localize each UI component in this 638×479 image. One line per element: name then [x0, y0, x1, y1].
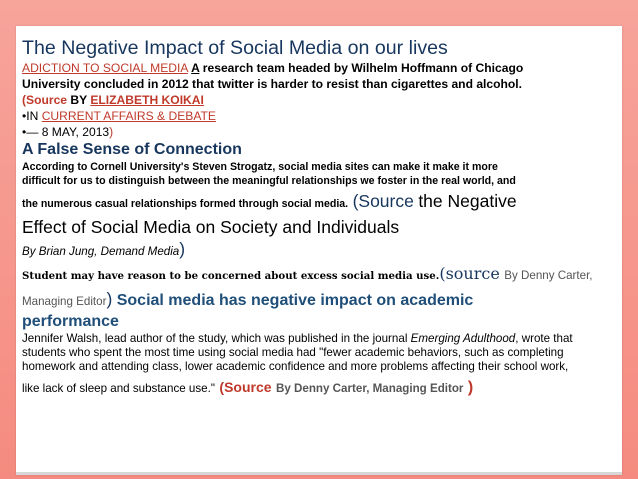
- p1-in-line: [22, 108, 617, 124]
- p1-source-author-link[interactable]: ELIZABETH KOIKAI: [90, 93, 204, 107]
- p1-source: [22, 92, 617, 108]
- s3-body4: like lack of sleep and substance use.": [22, 382, 215, 395]
- slide-title: The Negative Impact of Social Media on our lives: [22, 37, 448, 59]
- p1-in-prefix: •IN: [22, 109, 42, 123]
- s2-source-open: (Source: [352, 191, 414, 211]
- s3-close2: ): [467, 379, 474, 396]
- current-affairs-link[interactable]: CURRENT AFFAIRS & DEBATE: [41, 109, 216, 123]
- s2-close: ): [179, 239, 186, 259]
- s3-body1-end: , wrote that: [515, 332, 573, 345]
- p1-date-line: [22, 124, 617, 140]
- addiction-label: ADICTION TO SOCIAL MEDIA: [22, 61, 188, 75]
- s2-line3: [22, 190, 617, 216]
- p1-line1: [22, 60, 617, 76]
- s3-journal: Emerging Adulthood: [410, 332, 516, 345]
- s3-role-line: [22, 288, 617, 312]
- s3-source-open2: (Source: [219, 379, 272, 395]
- p1-text-rest: research team headed by Wilhelm Hoffmann of Chicago: [199, 61, 524, 75]
- p1-date: 8 MAY, 2013: [41, 125, 110, 139]
- p1-source-by: BY: [67, 93, 91, 107]
- s3-close: ): [106, 289, 113, 309]
- s2-byline-line: [22, 238, 617, 262]
- p1-date-close: ): [109, 125, 114, 139]
- s3-source-role: Managing Editor: [22, 295, 107, 308]
- s2-byline: By Brian Jung, Demand Media: [22, 245, 180, 258]
- s2-line3-text: the numerous casual relationships formed through social media.: [22, 198, 349, 210]
- s3-line1-text: Student may have reason to be concerned about excess social media use.: [22, 270, 440, 282]
- p1-date-prefix: •—: [22, 125, 42, 139]
- s3-source-by2: By Denny Carter, Managing Editor: [275, 382, 464, 395]
- s2-line1: According to Cornell University's Steven Strogatz, social media sites can make it make it more: [22, 161, 498, 173]
- academic-heading-a: Social media has negative impact on academic: [116, 292, 474, 309]
- s3-line1: [22, 262, 617, 288]
- s3-body2: students who spent the most time using social media had "fewer academic behaviors, such as completing: [22, 346, 564, 359]
- s2-source-title-a: the Negative: [418, 191, 517, 211]
- s3-source-open: (source: [439, 264, 500, 283]
- p1-text-start: A: [191, 61, 200, 75]
- p1-line2: University concluded in 2012 that twitter is harder to resist than cigarettes and alcohol.: [22, 77, 523, 91]
- academic-heading-b: performance: [22, 313, 119, 330]
- s3-body4-line: [22, 374, 617, 401]
- s2-source-title-b: Effect of Social Media on Society and Individuals: [22, 217, 400, 237]
- s3-body3: homework and attending class, lower academic confidence and more problems affecting their school work,: [22, 360, 569, 373]
- s3-body1: [22, 332, 617, 346]
- s2-line2: difficult for us to distinguish between the meaningful relationships we foster in the real world, and: [22, 175, 516, 187]
- s3-source-by: By Denny Carter,: [504, 269, 593, 282]
- slide-content: [22, 36, 617, 401]
- false-sense-heading: A False Sense of Connection: [22, 141, 242, 158]
- s3-body1-text: Jennifer Walsh, lead author of the study, which was published in the journal: [22, 332, 408, 345]
- p1-source-open: (Source: [22, 93, 68, 107]
- slide-page: [16, 26, 622, 475]
